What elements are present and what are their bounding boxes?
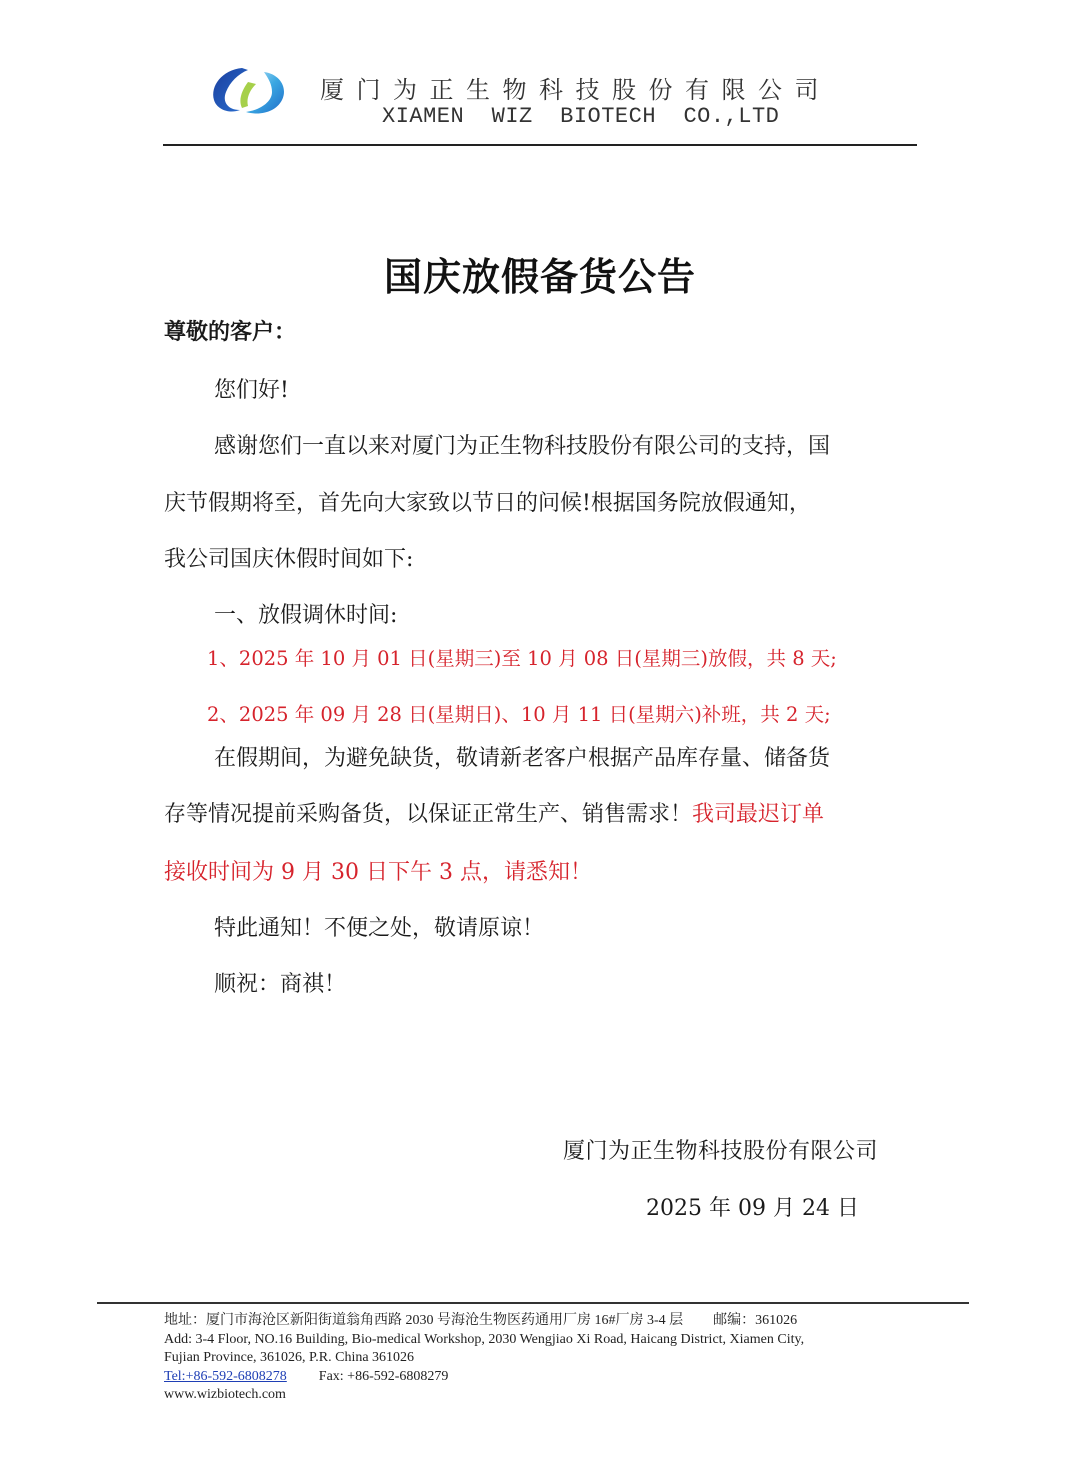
address-cn: 地址：厦门市海沧区新阳街道翁角西路 2030 号海沧生物医药通用厂房 16#厂房 3-4 层 [164, 1313, 684, 1328]
stock-notice-line-1: 在假期间，为避免缺货，敬请新老客户根据产品库存量、储备货 [214, 746, 831, 771]
salutation: 尊敬的客户： [164, 320, 297, 345]
intro-line-1: 感谢您们一直以来对厦门为正生物科技股份有限公司的支持，国 [214, 434, 831, 459]
footer-phone-row [164, 1368, 804, 1387]
closing-notice: 特此通知！不便之处，敬请原谅！ [214, 916, 545, 941]
address-en-line-1: Add: 3-4 Floor, NO.16 Building, Bio-medical Workshop, 2030 Wengjiao Xi Road, Haicang District, Xiamen City, [164, 1331, 805, 1347]
address-en-line-2: Fujian Province, 361026, P.R. China 361026 [164, 1350, 415, 1365]
document-title: 国庆放假备货公告 [383, 255, 696, 299]
website: www.wizbiotech.com [164, 1387, 286, 1402]
schedule-item-holiday: 1、2025 年 10 月 01 日(星期三)至 10 月 08 日(星期三)放假，共 8 天; [207, 647, 837, 670]
stock-notice-line-2 [164, 797, 824, 828]
company-logo-icon [208, 62, 290, 118]
postcode: 邮编：361026 [713, 1313, 798, 1328]
section-heading: 一、放假调休时间: [214, 603, 398, 628]
tel-link[interactable]: Tel:+86-592-6808278 [164, 1368, 287, 1384]
greeting: 您们好! [214, 378, 289, 403]
order-deadline-highlight: 我司最迟订单 [692, 802, 825, 827]
footer-divider [97, 1302, 969, 1304]
regards: 顺祝：商祺！ [214, 972, 347, 997]
signature-company: 厦门为正生物科技股份有限公司 [563, 1139, 879, 1164]
signature-date: 2025 年 09 月 24 日 [646, 1196, 859, 1221]
intro-line-2: 庆节假期将至，首先向大家致以节日的问候!根据国务院放假通知， [164, 491, 811, 516]
company-name-en: XIAMEN WIZ BIOTECH CO.,LTD [382, 104, 780, 129]
schedule-item-makeup-work: 2、2025 年 09 月 28 日(星期日)、10 月 11 日(星期六)补班，共 2 天; [207, 703, 831, 726]
footer-address-cn-row [164, 1312, 804, 1331]
header-divider [163, 144, 917, 146]
fax-number: Fax: +86-592-6808279 [318, 1368, 449, 1384]
stock-notice-text: 存等情况提前采购备货，以保证正常生产、销售需求！ [164, 802, 693, 827]
company-name-cn: 厦门为正生物科技股份有限公司 [320, 76, 831, 104]
order-deadline-line: 接收时间为 9 月 30 日下午 3 点，请悉知！ [164, 860, 592, 885]
footer-contact [164, 1312, 804, 1405]
intro-line-3: 我公司国庆休假时间如下: [164, 547, 414, 572]
